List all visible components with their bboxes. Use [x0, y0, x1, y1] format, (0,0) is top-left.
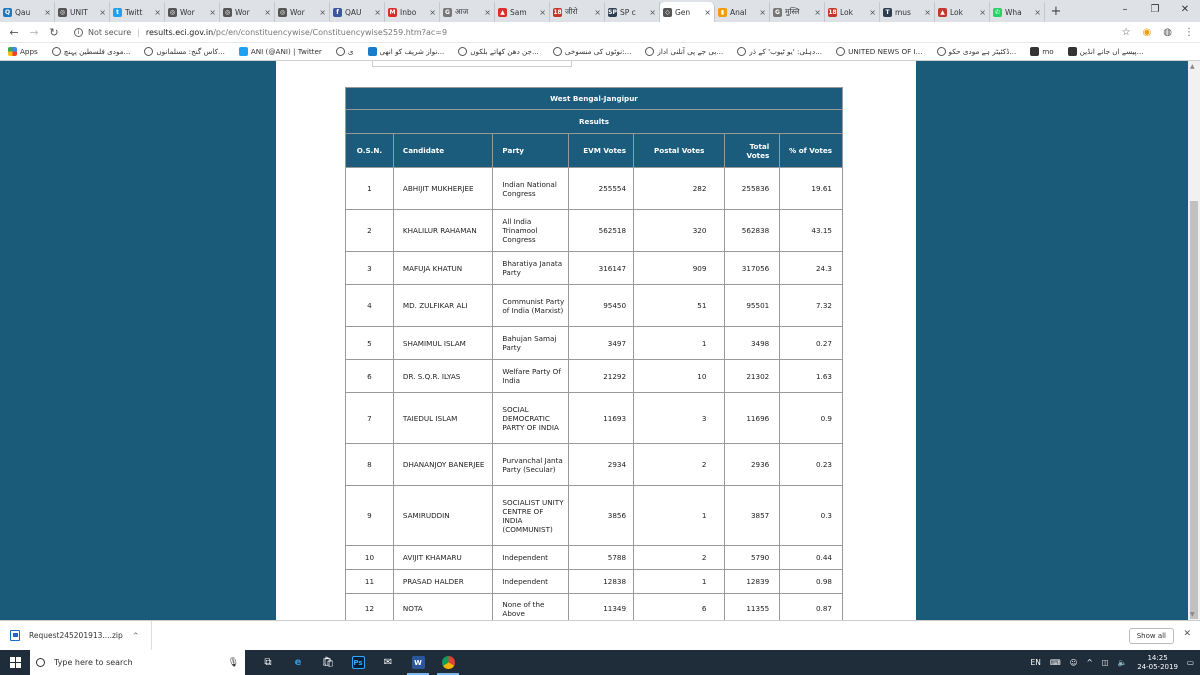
table-row — [346, 285, 843, 327]
cell-postal: 10 — [634, 360, 725, 393]
tab-title: Anal — [730, 7, 747, 17]
cell-pct: 19.61 — [780, 168, 843, 210]
cell-pct: 0.98 — [780, 570, 843, 594]
cell-total: 255836 — [725, 168, 780, 210]
tab-favicon-icon: SP — [608, 8, 617, 16]
tab-title: Wha — [1005, 7, 1022, 17]
tab-title: UNIT — [70, 7, 88, 17]
new-tab-button[interactable]: + — [1050, 4, 1062, 19]
bookmark-label: مودی فلسطین پہنچ... — [63, 47, 131, 56]
bookmark-label: بی جے پی آنلنی اداز... — [657, 47, 724, 56]
party-name: None of the Above — [502, 599, 545, 618]
tab-title: Wor — [235, 7, 250, 17]
bookmark-6[interactable] — [458, 47, 539, 56]
cell-candidate: NOTA — [393, 594, 492, 621]
bookmark-star-icon[interactable]: ☆ — [1121, 26, 1131, 38]
show-all-button[interactable]: Show all — [1129, 628, 1174, 644]
cell-evm: 21292 — [569, 360, 634, 393]
site-icon — [1030, 47, 1039, 56]
mail-icon[interactable]: ✉ — [383, 657, 393, 668]
cell-evm: 95450 — [569, 285, 634, 327]
cell-postal: 909 — [634, 252, 725, 285]
back-icon[interactable]: ← — [9, 25, 19, 39]
cell-total: 3498 — [725, 327, 780, 360]
taskbar-search[interactable] — [30, 650, 245, 675]
microphone-icon[interactable]: 🎙 — [227, 657, 239, 668]
tab-3[interactable] — [165, 2, 220, 22]
party-name: Independent — [502, 577, 548, 586]
party-name: Purvanchal Janta Party (Secular) — [502, 455, 563, 474]
cell-postal: 3 — [634, 393, 725, 444]
bookmark-label: Apps — [20, 47, 38, 56]
bookmark-0[interactable] — [8, 47, 38, 56]
cell-pct: 0.44 — [780, 546, 843, 570]
cell-osn: 7 — [346, 393, 394, 444]
party-name: Bharatiya Janata Party — [502, 259, 563, 277]
tab-title: Gen — [675, 7, 691, 17]
bookmark-label: ANI (@ANI) | Twitter — [250, 47, 322, 56]
downloads-shelf — [0, 620, 1200, 650]
party-name: Indian National Congress — [502, 179, 557, 198]
cell-party — [493, 546, 569, 570]
cell-candidate: AVIJIT KHAMARU — [393, 546, 492, 570]
cell-candidate: MD. ZULFIKAR ALI — [393, 285, 492, 327]
tab-title: Inbo — [400, 7, 417, 17]
tab-favicon-icon: t — [113, 8, 122, 17]
cell-candidate: TAIEDUL ISLAM — [393, 393, 492, 444]
party-name: SOCIALIST UNITY CENTRE OF INDIA (COMMUNIST) — [502, 497, 564, 534]
tab-favicon-icon: ◎ — [224, 8, 231, 16]
table-row — [346, 486, 843, 546]
zip-file-icon — [10, 630, 20, 641]
start-button[interactable] — [0, 650, 30, 675]
cell-party — [493, 327, 569, 360]
bookmark-1[interactable] — [52, 47, 131, 56]
site-icon — [1068, 47, 1077, 56]
keyboard-icon[interactable]: ⌨ — [1049, 658, 1061, 667]
store-icon[interactable]: 🛍 — [321, 657, 335, 668]
cell-pct: 1.63 — [780, 360, 843, 393]
cell-pct: 7.32 — [780, 285, 843, 327]
tab-close-icon[interactable]: × — [429, 7, 436, 17]
tab-title: Lok — [950, 7, 963, 17]
tab-title: Sam — [510, 7, 527, 17]
taskbar-apps — [253, 650, 463, 675]
cell-osn: 8 — [346, 444, 394, 486]
twitter-icon — [239, 47, 248, 56]
bookmark-9[interactable] — [737, 47, 822, 56]
edge-icon[interactable]: e — [294, 657, 302, 668]
download-item[interactable] — [10, 621, 152, 651]
cell-pct: 0.9 — [780, 393, 843, 444]
cell-osn: 9 — [346, 486, 394, 546]
results-table — [345, 87, 843, 620]
tab-close-icon[interactable]: × — [99, 7, 106, 17]
bookmark-4[interactable] — [336, 47, 354, 56]
bookmark-label: mo — [1042, 47, 1054, 56]
cell-pct: 0.23 — [780, 444, 843, 486]
cell-party — [493, 393, 569, 444]
clock-date: 24-05-2019 — [1137, 662, 1178, 671]
apps-grid-icon — [8, 47, 17, 56]
cell-evm: 11349 — [569, 594, 634, 621]
bookmark-5[interactable] — [368, 47, 445, 56]
close-icon[interactable]: ✕ — [1183, 629, 1191, 639]
table-row — [346, 360, 843, 393]
cell-pct: 43.15 — [780, 210, 843, 252]
tab-favicon-icon: ▮ — [718, 8, 727, 17]
chrome-icon[interactable] — [433, 650, 463, 675]
cell-pct: 0.27 — [780, 327, 843, 360]
tab-close-icon[interactable]: × — [759, 7, 766, 17]
network-icon[interactable]: ◫ — [1101, 658, 1109, 667]
col-postal-votes: Postal Votes — [634, 134, 725, 168]
tab-title: Wor — [290, 7, 305, 17]
tab-16[interactable] — [880, 2, 935, 22]
col-total-votes: Total Votes — [725, 134, 780, 168]
tab-8[interactable] — [440, 2, 495, 22]
info-icon[interactable]: i — [74, 28, 83, 37]
bookmark-label: ڈکٹیٹر ہے مودی حکو... — [948, 47, 1017, 56]
results-heading: Results — [346, 110, 843, 134]
cell-evm: 5788 — [569, 546, 634, 570]
party-name: Communist Party of India (Marxist) — [502, 296, 565, 315]
cell-candidate: KHALILUR RAHAMAN — [393, 210, 492, 252]
cell-total: 2936 — [725, 444, 780, 486]
tab-close-icon[interactable]: × — [154, 7, 161, 17]
tab-10[interactable] — [550, 2, 605, 22]
tab-favicon-icon: 18 — [828, 8, 837, 16]
windows-logo-icon — [10, 657, 21, 668]
constituency-title: West Bengal-Jangipur — [346, 88, 843, 110]
table-row — [346, 594, 843, 621]
globe-icon — [937, 47, 946, 56]
globe-icon — [144, 47, 153, 56]
tab-favicon-icon: f — [333, 8, 342, 17]
bookmark-label: جن دھن کھاتے بلکوں... — [470, 47, 539, 56]
tab-11[interactable] — [605, 2, 660, 22]
browser-toolbar — [0, 22, 1200, 43]
cell-candidate: MAFUJA KHATUN — [393, 252, 492, 285]
clock[interactable] — [1137, 654, 1178, 671]
tab-title: SP c — [620, 7, 636, 17]
cell-party — [493, 285, 569, 327]
word-icon[interactable]: W — [403, 650, 433, 675]
cell-party — [493, 210, 569, 252]
globe-icon — [458, 47, 467, 56]
cell-osn: 6 — [346, 360, 394, 393]
rss-icon[interactable]: ◉ — [1142, 26, 1152, 38]
tab-5[interactable] — [275, 2, 330, 22]
volume-icon[interactable]: 🔈 — [1117, 658, 1128, 667]
minimize-icon[interactable]: – — [1122, 4, 1128, 15]
cell-osn: 3 — [346, 252, 394, 285]
tab-13[interactable] — [715, 2, 770, 22]
tab-favicon-icon: 18 — [553, 8, 562, 16]
tab-title: QAU — [345, 7, 362, 17]
chevron-up-icon[interactable]: ^ — [1086, 658, 1093, 667]
tab-close-icon[interactable]: × — [44, 7, 51, 17]
search-placeholder: Type here to search — [54, 658, 133, 667]
tab-title: Twitt — [125, 7, 143, 17]
bookmark-label: کاس گنج: مسلمانوں... — [156, 47, 225, 56]
menu-icon[interactable]: ⋮ — [1184, 26, 1194, 38]
col-percent-votes: % of Votes — [780, 134, 843, 168]
photoshop-icon[interactable]: Ps — [343, 650, 373, 675]
maximize-icon[interactable]: ❐ — [1150, 4, 1160, 15]
tab-favicon-icon: Q — [4, 8, 11, 16]
bookmark-8[interactable] — [645, 47, 723, 56]
cell-party — [493, 168, 569, 210]
tab-title: mus — [895, 7, 911, 17]
cell-total: 11696 — [725, 393, 780, 444]
cell-party — [493, 252, 569, 285]
system-tray — [1021, 650, 1194, 675]
tab-favicon-icon: T — [883, 8, 892, 17]
profile-icon[interactable]: ◍ — [1163, 26, 1172, 38]
reload-icon[interactable]: ↻ — [49, 25, 59, 39]
scroll-down-icon[interactable]: ▼ — [1190, 611, 1195, 618]
table-row — [346, 252, 843, 285]
tab-14[interactable] — [770, 2, 825, 22]
tab-6[interactable] — [330, 2, 385, 22]
table-row — [346, 546, 843, 570]
cell-party — [493, 594, 569, 621]
cell-evm: 2934 — [569, 444, 634, 486]
col-candidate: Candidate — [393, 134, 492, 168]
tab-7[interactable] — [385, 2, 440, 22]
bookmark-label: نواز شریف کو انھی... — [379, 47, 445, 56]
tab-close-icon[interactable]: × — [319, 7, 326, 17]
tab-title: Lok — [840, 7, 853, 17]
tab-title: Wor — [180, 7, 195, 17]
cell-evm: 3497 — [569, 327, 634, 360]
tab-title: मुस्लि — [785, 7, 800, 16]
tab-close-icon[interactable]: × — [374, 7, 381, 17]
tab-title: Qau — [15, 7, 31, 17]
cell-osn: 4 — [346, 285, 394, 327]
cell-osn: 5 — [346, 327, 394, 360]
tab-favicon-icon: M — [389, 8, 396, 16]
top-strip — [372, 61, 572, 67]
cell-evm: 12838 — [569, 570, 634, 594]
tab-close-icon[interactable]: × — [704, 7, 711, 17]
table-row — [346, 210, 843, 252]
cell-postal: 6 — [634, 594, 725, 621]
bookmark-label: پیسے اں جانے انڈین... — [1079, 47, 1144, 56]
cell-evm: 3856 — [569, 486, 634, 546]
cell-party — [493, 360, 569, 393]
cell-postal: 1 — [634, 327, 725, 360]
task-view-icon[interactable]: ⧉ — [264, 657, 272, 668]
party-name: SOCIAL DEMOCRATIC PARTY OF INDIA — [502, 404, 559, 432]
cell-candidate: SHAMIMUL ISLAM — [393, 327, 492, 360]
cell-total: 12839 — [725, 570, 780, 594]
tab-title: आज — [455, 7, 469, 16]
globe-icon — [553, 47, 562, 56]
cell-total: 562838 — [725, 210, 780, 252]
globe-icon — [336, 47, 345, 56]
tab-12[interactable] — [660, 2, 715, 22]
tab-close-icon[interactable]: × — [594, 7, 601, 17]
tab-favicon-icon: ◎ — [59, 8, 66, 16]
cell-postal: 1 — [634, 570, 725, 594]
tab-close-icon[interactable]: × — [979, 7, 986, 17]
bookmark-11[interactable] — [937, 47, 1017, 56]
globe-icon — [645, 47, 654, 56]
tab-strip — [0, 0, 1200, 22]
table-row — [346, 393, 843, 444]
tab-favicon-icon: G — [773, 8, 782, 17]
tab-9[interactable] — [495, 2, 550, 22]
table-row — [346, 570, 843, 594]
cell-party — [493, 486, 569, 546]
address-separator: | — [137, 27, 140, 37]
cell-postal: 2 — [634, 444, 725, 486]
tab-close-icon[interactable]: × — [1034, 7, 1041, 17]
cell-postal: 282 — [634, 168, 725, 210]
address-bar[interactable] — [74, 28, 1110, 37]
cell-postal: 2 — [634, 546, 725, 570]
bookmark-label: UNITED NEWS OF I... — [848, 47, 923, 56]
window-controls — [1110, 0, 1200, 22]
page-content — [0, 61, 1200, 620]
tab-favicon-icon: ▲ — [938, 8, 947, 17]
url-host: results.eci.gov.in — [145, 27, 214, 37]
site-icon — [368, 47, 377, 56]
tab-close-icon[interactable]: × — [649, 7, 656, 17]
cell-total: 21302 — [725, 360, 780, 393]
bookmark-7[interactable] — [553, 47, 632, 56]
tab-favicon-icon: ◇ — [663, 8, 672, 17]
cell-total: 5790 — [725, 546, 780, 570]
cell-pct: 24.3 — [780, 252, 843, 285]
bookmark-label: ی — [347, 47, 354, 56]
globe-icon — [836, 47, 845, 56]
cell-candidate: DR. S.Q.R. ILYAS — [393, 360, 492, 393]
tab-close-icon[interactable]: × — [539, 7, 546, 17]
cell-pct: 0.87 — [780, 594, 843, 621]
windows-taskbar — [0, 650, 1200, 675]
cell-evm: 316147 — [569, 252, 634, 285]
tab-favicon-icon: ✆ — [994, 8, 1001, 16]
chevron-up-icon[interactable]: ^ — [132, 631, 139, 640]
tab-close-icon[interactable]: × — [264, 7, 271, 17]
language-indicator[interactable]: EN — [1030, 658, 1041, 667]
cell-evm: 562518 — [569, 210, 634, 252]
tab-2[interactable] — [110, 2, 165, 22]
cell-osn: 10 — [346, 546, 394, 570]
tab-close-icon[interactable]: × — [209, 7, 216, 17]
bookmarks-bar — [0, 43, 1200, 61]
bookmark-label: دہلی: 'یو ٹیوب' کے ذر... — [749, 47, 823, 56]
scrollbar-thumb[interactable] — [1190, 201, 1198, 619]
cell-total: 317056 — [725, 252, 780, 285]
cell-pct: 0.3 — [780, 486, 843, 546]
forward-icon[interactable]: → — [29, 25, 39, 39]
table-row — [346, 168, 843, 210]
party-name: Independent — [502, 553, 548, 562]
cell-osn: 12 — [346, 594, 394, 621]
tab-close-icon[interactable]: × — [814, 7, 821, 17]
tab-title: जीरो — [565, 7, 578, 16]
tab-close-icon[interactable]: × — [924, 7, 931, 17]
cell-osn: 2 — [346, 210, 394, 252]
cell-postal: 320 — [634, 210, 725, 252]
tab-4[interactable] — [220, 2, 275, 22]
cell-postal: 51 — [634, 285, 725, 327]
tab-17[interactable] — [935, 2, 990, 22]
bookmark-13[interactable] — [1068, 47, 1144, 56]
col-osn: O.S.N. — [346, 134, 394, 168]
download-filename: Request245201913....zip — [29, 631, 123, 640]
tab-favicon-icon: G — [443, 8, 452, 17]
globe-icon — [737, 47, 746, 56]
cell-total: 3857 — [725, 486, 780, 546]
cell-evm: 255554 — [569, 168, 634, 210]
cell-candidate: PRASAD HALDER — [393, 570, 492, 594]
tab-favicon-icon: ◎ — [279, 8, 286, 16]
bookmark-2[interactable] — [144, 47, 224, 56]
bookmark-3[interactable] — [239, 47, 322, 56]
party-name: Bahujan Samaj Party — [502, 334, 557, 352]
cell-party — [493, 570, 569, 594]
search-icon — [36, 658, 45, 667]
clock-time: 14:25 — [1147, 654, 1168, 663]
tab-close-icon[interactable]: × — [869, 7, 876, 17]
tab-favicon-icon: ▲ — [498, 8, 507, 17]
col-evm-votes: EVM Votes — [569, 134, 634, 168]
tab-0[interactable] — [0, 2, 55, 22]
cell-candidate: SAMIRUDDIN — [393, 486, 492, 546]
cell-candidate: ABHIJIT MUKHERJEE — [393, 168, 492, 210]
cell-party — [493, 444, 569, 486]
table-row — [346, 327, 843, 360]
cell-osn: 11 — [346, 570, 394, 594]
cell-postal: 1 — [634, 486, 725, 546]
tab-close-icon[interactable]: × — [484, 7, 491, 17]
cell-total: 95501 — [725, 285, 780, 327]
tab-favicon-icon: ◎ — [169, 8, 176, 16]
security-label: Not secure — [88, 27, 132, 37]
tab-18[interactable] — [990, 2, 1045, 22]
tab-15[interactable] — [825, 2, 880, 22]
people-icon[interactable]: ☺ — [1069, 658, 1078, 667]
notifications-icon[interactable]: ▭ — [1186, 658, 1194, 667]
bookmark-label: نوٹوں کی منسوخی:... — [564, 47, 632, 56]
scroll-up-icon[interactable]: ▲ — [1190, 63, 1195, 70]
bookmark-10[interactable] — [836, 47, 922, 56]
cell-evm: 11693 — [569, 393, 634, 444]
cell-osn: 1 — [346, 168, 394, 210]
url-path: /pc/en/constituencywise/ConstituencywiseS259.htm?ac=9 — [213, 27, 448, 37]
close-window-icon[interactable]: ✕ — [1180, 4, 1190, 15]
col-party: Party — [493, 134, 569, 168]
cell-total: 11355 — [725, 594, 780, 621]
bookmark-12[interactable] — [1030, 47, 1053, 56]
toolbar-right-icons — [1110, 27, 1194, 38]
party-name: All India Trinamool Congress — [502, 217, 538, 244]
page-scrollbar[interactable] — [1188, 61, 1200, 620]
cell-candidate: DHANANJOY BANERJEE — [393, 444, 492, 486]
globe-icon — [52, 47, 61, 56]
tab-1[interactable] — [55, 2, 110, 22]
party-name: Welfare Party Of India — [502, 367, 561, 385]
table-row — [346, 444, 843, 486]
